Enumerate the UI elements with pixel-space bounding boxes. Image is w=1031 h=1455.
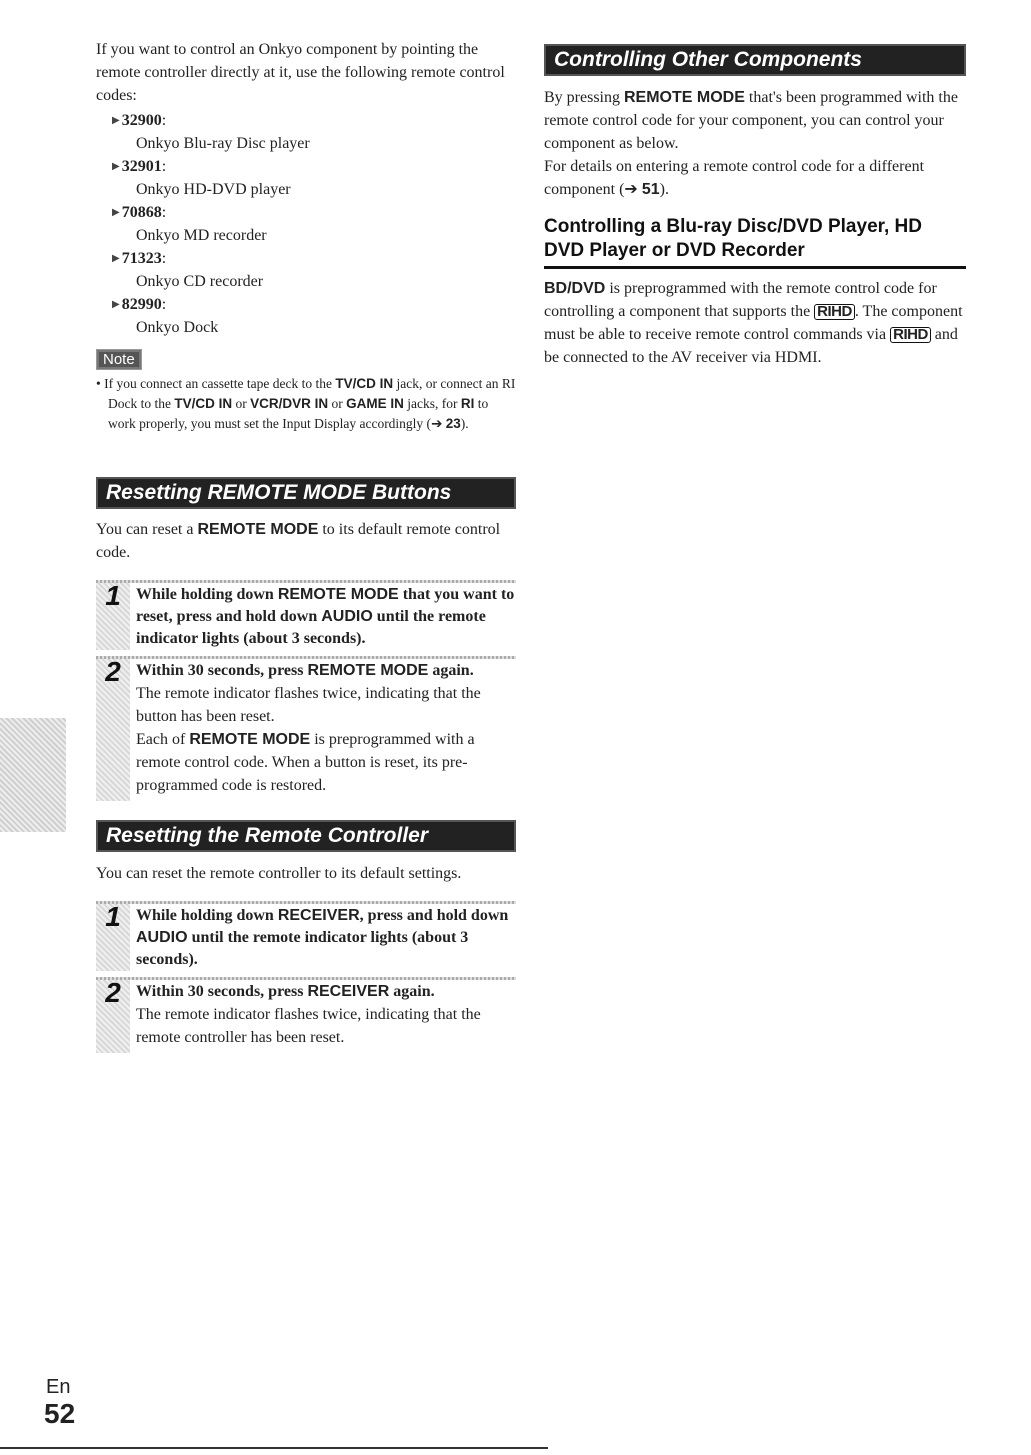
section-intro: You can reset a REMOTE MODE to its default remote control code. [96,521,501,561]
step-description: The remote indicator flashes twice, indicating that the remote controller has been reset. [136,1006,481,1046]
ri-logo: RI [460,396,475,411]
arrow-ref-icon: ➔ [431,416,443,431]
left-column [96,38,516,434]
intro-paragraph: If you want to control an Onkyo component by pointing the remote controller directly at it, use the following remote control codes: [96,41,505,104]
sub-heading: Controlling a Blu-ray Disc/DVD Player, HD DVD Player or DVD Recorder [544,215,966,269]
bottom-rule [0,1447,548,1449]
reset-remote-section [96,820,516,1053]
section-intro: You can reset the remote controller to its default settings. [96,865,462,882]
step-description: The remote indicator flashes twice, indicating that the button has been reset. [136,685,481,725]
code-description: Onkyo CD recorder [136,273,264,290]
other-paragraph-1: By pressing REMOTE MODE that's been programmed with the remote control code for your component, you can control your component as below. [544,89,958,152]
step-instruction: Within 30 seconds, press RECEIVER again. [136,983,435,1000]
note-text: • If you connect an cassette tape deck to the TV/CD IN jack, or connect an RI Dock to the TV/CD IN or VCR/DVR IN or GAME IN jacks, for RI to work properly, you must set the Input Display accordingly (➔ 23). [96,376,516,431]
arrow-ref-icon: ➔ [624,181,638,198]
step-2 [96,977,516,1053]
code-item: ▶ 71323: [112,250,167,267]
step-instruction: While holding down REMOTE MODE that you want to reset, press and hold down AUDIO until the remote indicator lights (about 3 seconds). [136,586,515,647]
arrow-right-icon: ▶ [112,115,120,126]
other-paragraph-2: For details on entering a remote control code for a different component (➔ 51). [544,158,925,198]
code-description: Onkyo MD recorder [136,227,267,244]
right-column [544,44,966,369]
code-description: Onkyo HD-DVD player [136,181,291,198]
code-item: ▶ 70868: [112,204,167,221]
code-item: ▶ 32901: [112,158,167,175]
step-number: 2 [105,656,121,687]
code-item: ▶ 82990: [112,296,167,313]
rihd-logo: RIHD [890,327,931,343]
arrow-right-icon: ▶ [112,253,120,264]
note-badge: Note [96,349,142,370]
arrow-right-icon: ▶ [112,161,120,172]
code-item: ▶ 32900: [112,112,167,129]
step-1 [96,580,516,650]
rihd-logo: RIHD [814,304,855,320]
other-paragraph-3: BD/DVD is preprogrammed with the remote control code for controlling a component that supports the RIHD . The component must be able to receive remote control commands via RIHD and be connected to the AV receiver via HDMI. [544,280,963,366]
side-tab-marker [0,718,66,832]
arrow-right-icon: ▶ [112,207,120,218]
section-title: Resetting REMOTE MODE Buttons [96,477,516,509]
step-number: 1 [105,901,121,932]
step-instruction: Within 30 seconds, press REMOTE MODE again. [136,662,474,679]
language-label: En [46,1376,71,1398]
step-number: 1 [105,580,121,611]
reset-remote-mode-section [96,477,516,801]
section-title: Controlling Other Components [544,44,966,76]
step-number: 2 [105,977,121,1008]
code-description: Onkyo Blu-ray Disc player [136,135,310,152]
step-description: Each of REMOTE MODE is preprogrammed with a remote control code. When a button is reset, its pre-programmed code is restored. [136,731,475,794]
page-number: 52 [44,1398,76,1429]
arrow-right-icon: ▶ [112,299,120,310]
code-description: Onkyo Dock [136,319,219,336]
section-title: Resetting the Remote Controller [96,820,516,852]
step-1 [96,901,516,971]
step-instruction: While holding down RECEIVER, press and hold down AUDIO until the remote indicator lights (about 3 seconds). [136,907,509,968]
code-list [96,109,516,339]
step-2 [96,656,516,801]
